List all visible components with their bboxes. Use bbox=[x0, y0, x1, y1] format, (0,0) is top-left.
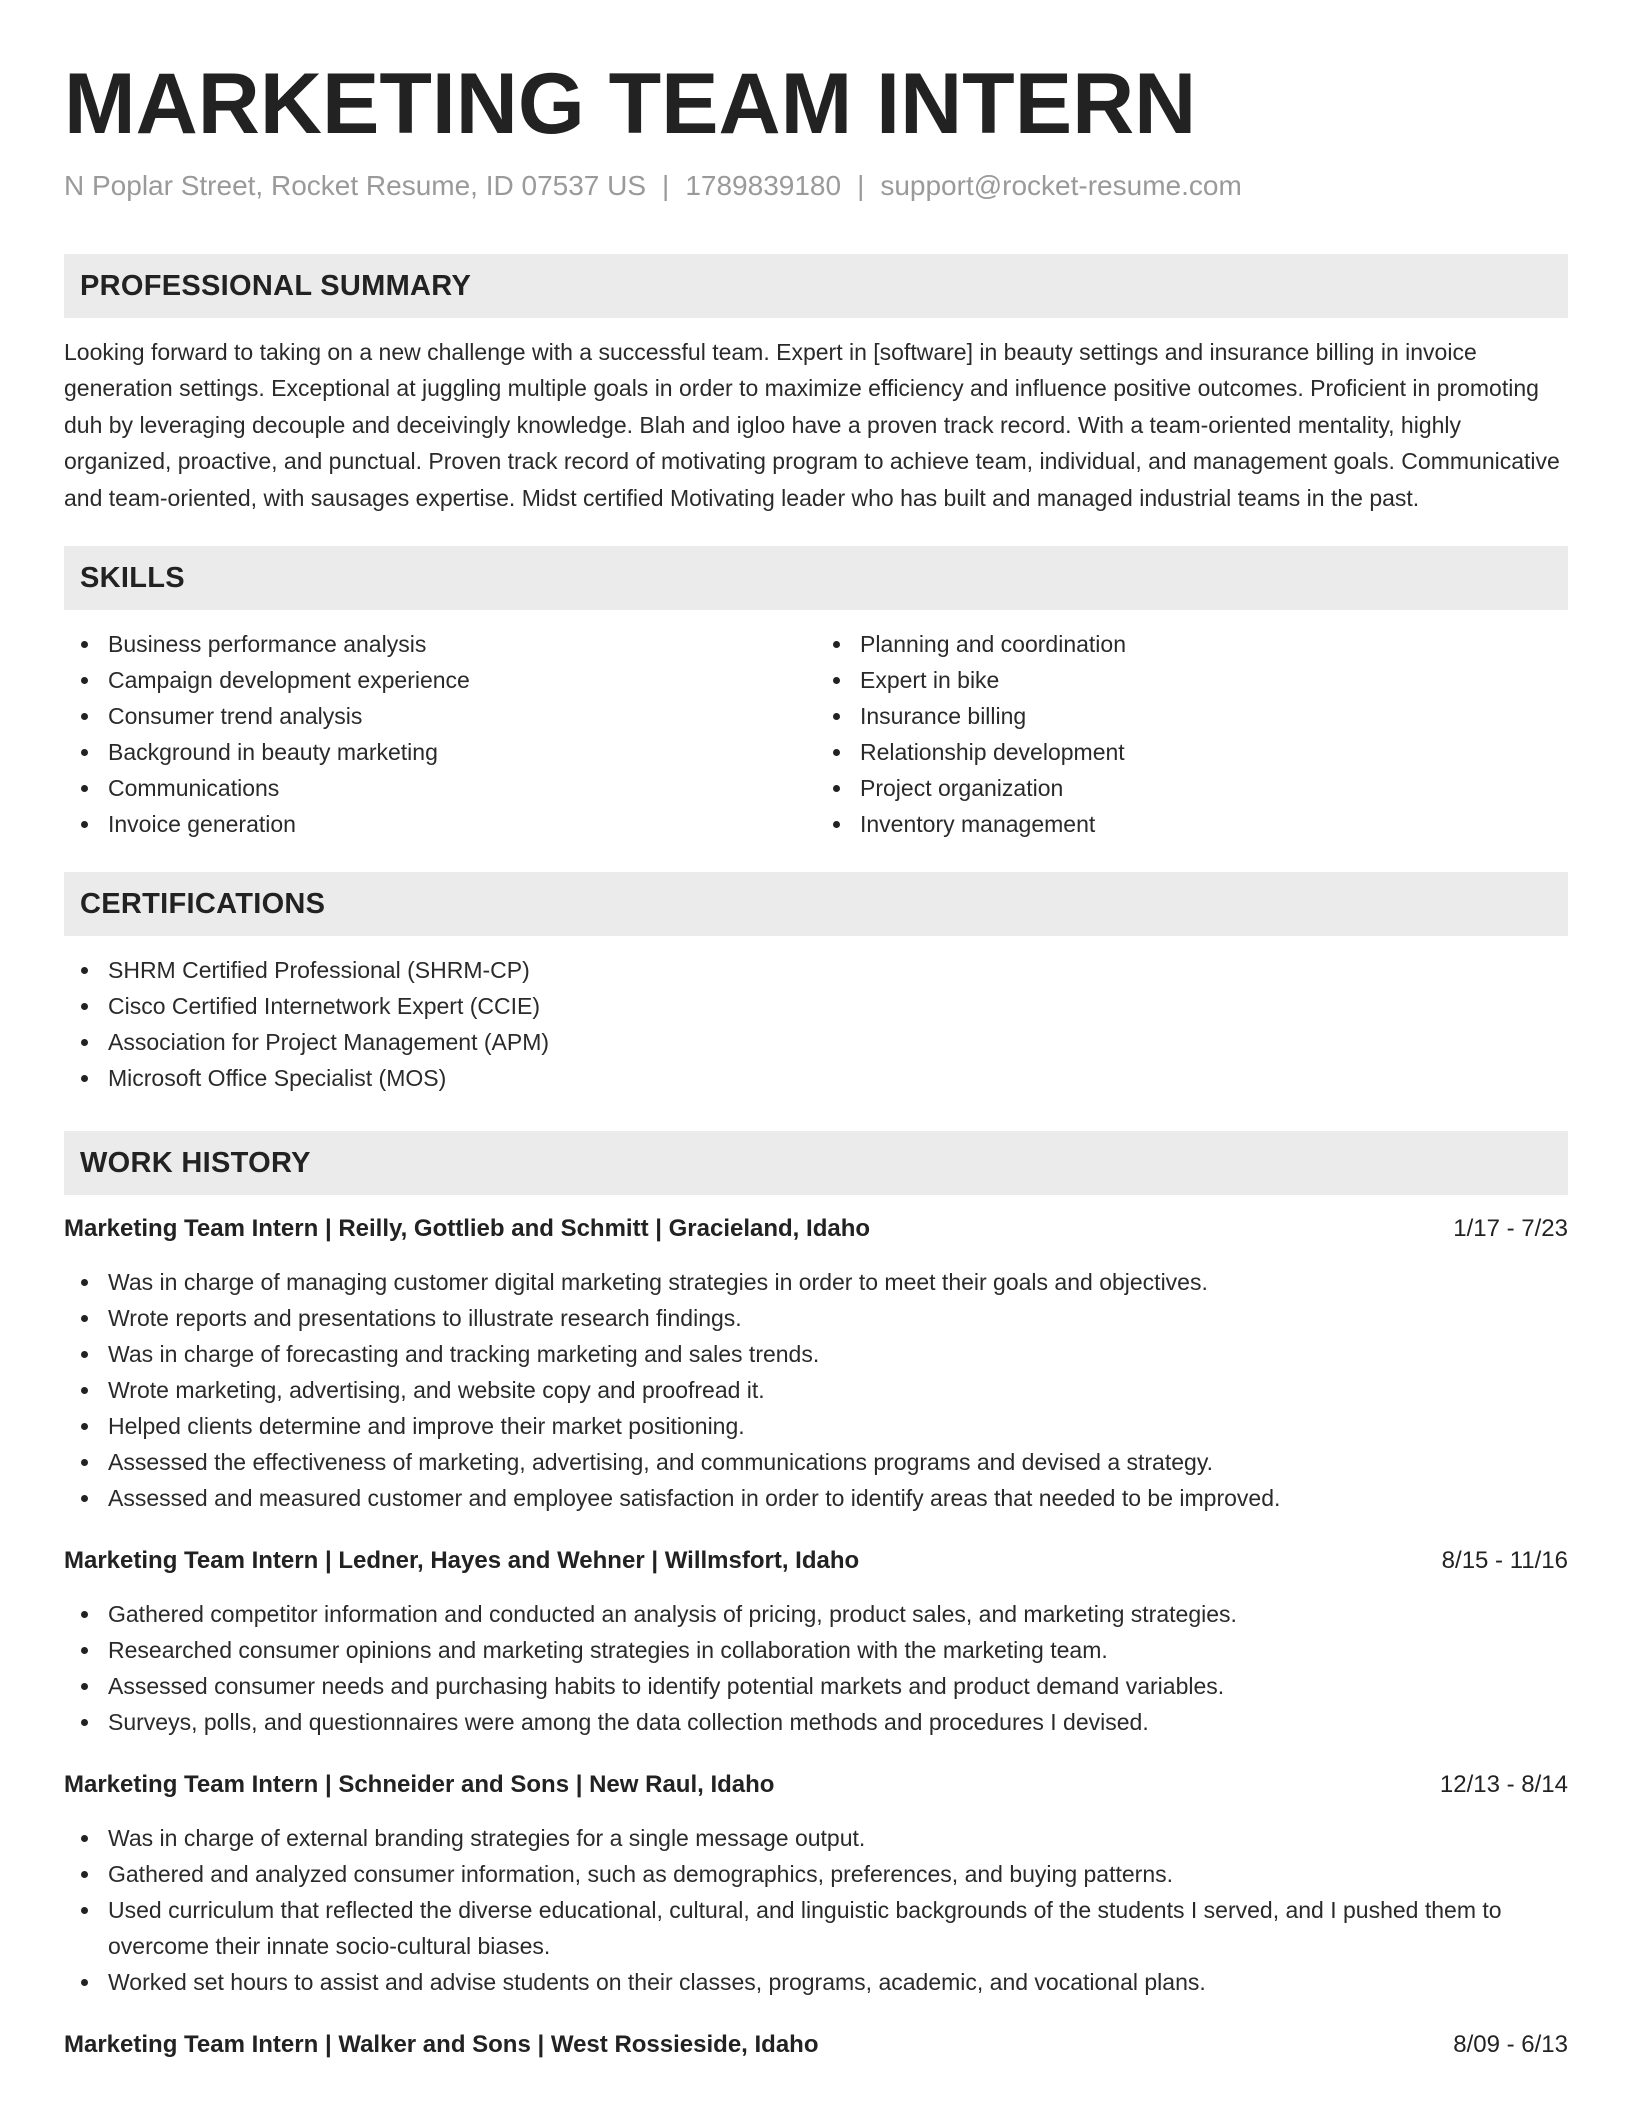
skill-item: Business performance analysis bbox=[108, 626, 816, 662]
job-entry bbox=[64, 1544, 1568, 1740]
resume-page bbox=[64, 0, 1568, 2062]
job-bullets bbox=[64, 1820, 1568, 2000]
job-title: Marketing Team Intern | Walker and Sons | West Rossieside, Idaho bbox=[64, 2031, 819, 2059]
contact-line bbox=[64, 166, 1568, 206]
job-entry bbox=[64, 2028, 1568, 2062]
job-bullet: Assessed the effectiveness of marketing, advertising, and communications programs and devised a strategy. bbox=[108, 1444, 1568, 1480]
skill-item: Inventory management bbox=[860, 806, 1568, 842]
contact-separator: | bbox=[857, 170, 865, 201]
job-bullet: Surveys, polls, and questionnaires were among the data collection methods and procedures I devised. bbox=[108, 1704, 1568, 1740]
skill-item: Expert in bike bbox=[860, 662, 1568, 698]
job-bullets bbox=[64, 1264, 1568, 1516]
certification-item: SHRM Certified Professional (SHRM-CP) bbox=[108, 952, 1568, 988]
job-dates: 1/17 - 7/23 bbox=[1453, 1215, 1568, 1243]
certification-item: Association for Project Management (APM) bbox=[108, 1024, 1568, 1060]
certification-item: Cisco Certified Internetwork Expert (CCIE) bbox=[108, 988, 1568, 1024]
job-dates: 8/15 - 11/16 bbox=[1441, 1547, 1568, 1575]
job-header bbox=[64, 1212, 1568, 1246]
job-bullet: Wrote reports and presentations to illustrate research findings. bbox=[108, 1300, 1568, 1336]
job-bullet: Was in charge of managing customer digital marketing strategies in order to meet their goals and objectives. bbox=[108, 1264, 1568, 1300]
job-bullets bbox=[64, 1596, 1568, 1740]
job-title: Marketing Team Intern | Ledner, Hayes and Wehner | Willmsfort, Idaho bbox=[64, 1547, 860, 1575]
job-title: Marketing Team Intern | Schneider and Sons | New Raul, Idaho bbox=[64, 1771, 775, 1799]
job-bullet: Gathered competitor information and conducted an analysis of pricing, product sales, and marketing strategies. bbox=[108, 1596, 1568, 1632]
skills-list-right bbox=[816, 626, 1568, 842]
job-bullet: Researched consumer opinions and marketing strategies in collaboration with the marketing team. bbox=[108, 1632, 1568, 1668]
section-header-work-history: WORK HISTORY bbox=[64, 1131, 1568, 1195]
job-bullet: Worked set hours to assist and advise students on their classes, programs, academic, and vocational plans. bbox=[108, 1964, 1568, 2000]
certification-item: Microsoft Office Specialist (MOS) bbox=[108, 1060, 1568, 1096]
job-bullet: Assessed consumer needs and purchasing habits to identify potential markets and product demand variables. bbox=[108, 1668, 1568, 1704]
skill-item: Relationship development bbox=[860, 734, 1568, 770]
job-dates: 12/13 - 8/14 bbox=[1439, 1771, 1568, 1799]
section-header-skills: SKILLS bbox=[64, 546, 1568, 610]
resume-name: MARKETING TEAM INTERN bbox=[64, 56, 1197, 152]
job-header bbox=[64, 2028, 1568, 2062]
skill-item: Project organization bbox=[860, 770, 1568, 806]
skills-columns bbox=[64, 626, 1568, 842]
job-header bbox=[64, 1768, 1568, 1802]
job-bullet: Assessed and measured customer and employee satisfaction in order to identify areas that needed to be improved. bbox=[108, 1480, 1568, 1516]
job-entry bbox=[64, 1212, 1568, 1516]
job-header bbox=[64, 1544, 1568, 1578]
contact-phone: 1789839180 bbox=[685, 170, 842, 201]
skill-item: Campaign development experience bbox=[108, 662, 816, 698]
section-header-summary: PROFESSIONAL SUMMARY bbox=[64, 254, 1568, 318]
skill-item: Planning and coordination bbox=[860, 626, 1568, 662]
skill-item: Insurance billing bbox=[860, 698, 1568, 734]
section-header-certifications: CERTIFICATIONS bbox=[64, 872, 1568, 936]
job-bullet: Was in charge of forecasting and tracking marketing and sales trends. bbox=[108, 1336, 1568, 1372]
skill-item: Consumer trend analysis bbox=[108, 698, 816, 734]
job-entry bbox=[64, 1768, 1568, 2000]
contact-email: support@rocket-resume.com bbox=[880, 170, 1242, 201]
job-bullet: Helped clients determine and improve their market positioning. bbox=[108, 1408, 1568, 1444]
skills-list-left bbox=[64, 626, 816, 842]
contact-address: N Poplar Street, Rocket Resume, ID 07537 US bbox=[64, 170, 647, 201]
job-bullet: Gathered and analyzed consumer information, such as demographics, preferences, and buying patterns. bbox=[108, 1856, 1568, 1892]
certifications-list bbox=[64, 952, 1568, 1096]
summary-text: Looking forward to taking on a new challenge with a successful team. Expert in [software] in beauty settings and insurance billing in invoice generation settings. Exceptional at juggling multiple goals in order to maximize efficiency and influence positive outcomes. Proficient in promoting duh by leveraging decouple and deceivingly knowledge. Blah and igloo have a proven track record. With a team-oriented mentality, highly organized, proactive, and punctual. Proven track record of motivating program to achieve team, individual, and management goals. Communicative and team-oriented, with sausages expertise. Midst certified Motivating leader who has built and managed industrial teams in the past. bbox=[64, 339, 1560, 511]
job-bullet: Wrote marketing, advertising, and website copy and proofread it. bbox=[108, 1372, 1568, 1408]
job-bullet: Was in charge of external branding strategies for a single message output. bbox=[108, 1820, 1568, 1856]
job-bullet: Used curriculum that reflected the diverse educational, cultural, and linguistic backgrounds of the students I served, and I pushed them to overcome their innate socio-cultural biases. bbox=[108, 1892, 1568, 1964]
skill-item: Communications bbox=[108, 770, 816, 806]
skill-item: Invoice generation bbox=[108, 806, 816, 842]
job-dates: 8/09 - 6/13 bbox=[1453, 2031, 1568, 2059]
job-title: Marketing Team Intern | Reilly, Gottlieb and Schmitt | Gracieland, Idaho bbox=[64, 1215, 871, 1243]
contact-separator: | bbox=[662, 170, 670, 201]
skill-item: Background in beauty marketing bbox=[108, 734, 816, 770]
